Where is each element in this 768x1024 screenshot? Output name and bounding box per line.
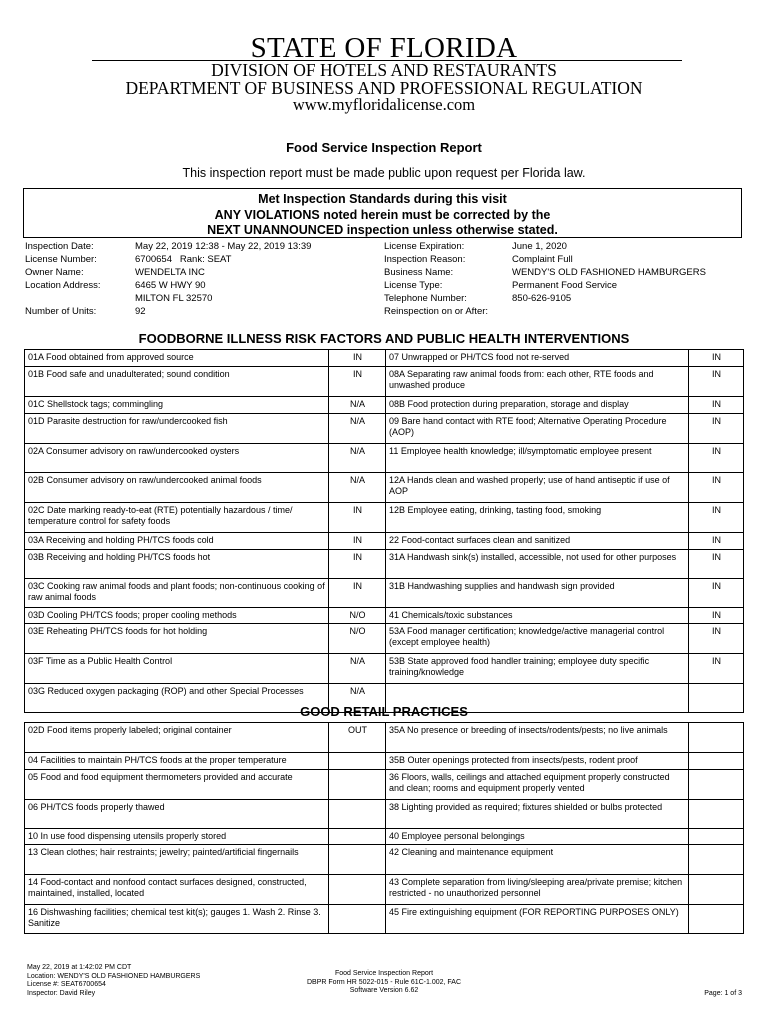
- item-status: IN: [689, 397, 744, 414]
- item-label: 31B Handwashing supplies and handwash sign provided: [386, 579, 689, 608]
- info-left-values: [135, 240, 311, 318]
- table-row: [25, 579, 744, 608]
- license-number-value: 6700654 Rank: SEAT: [135, 254, 232, 265]
- item-status: IN: [689, 579, 744, 608]
- item-label: 53B State approved food handler training; employee duty specific training/knowledge: [386, 654, 689, 684]
- table-row: [25, 800, 744, 829]
- table-row: [25, 608, 744, 624]
- table-row: [25, 444, 744, 473]
- footer-center: [284, 970, 484, 996]
- risk-factors-title: FOODBORNE ILLNESS RISK FACTORS AND PUBLIC HEALTH INTERVENTIONS: [138, 331, 630, 346]
- table-row: [25, 350, 744, 367]
- status-line-3: NEXT UNANNOUNCED inspection unless otherwise stated.: [207, 223, 558, 237]
- item-status: IN: [689, 550, 744, 579]
- item-label: 41 Chemicals/toxic substances: [386, 608, 689, 624]
- item-label: 03F Time as a Public Health Control: [25, 654, 329, 684]
- item-label: 38 Lighting provided as required; fixtures shielded or bulbs protected: [386, 800, 689, 829]
- item-status: [689, 875, 744, 905]
- item-label: 35A No presence or breeding of insects/rodents/pests; no live animals: [386, 723, 689, 753]
- item-label: 45 Fire extinguishing equipment (FOR REPORTING PURPOSES ONLY): [386, 905, 689, 934]
- item-status: N/A: [329, 473, 386, 503]
- public-notice: This inspection report must be made public upon request per Florida law.: [182, 166, 586, 180]
- item-label: 03D Cooling PH/TCS foods; proper cooling methods: [25, 608, 329, 624]
- table-row: [25, 533, 744, 550]
- location-address-label: Location Address:: [25, 280, 101, 291]
- item-status: IN: [329, 503, 386, 533]
- license-expiration-label: License Expiration:: [384, 241, 465, 252]
- item-label: 35B Outer openings protected from insects/pests, rodent proof: [386, 753, 689, 770]
- info-right-labels: [384, 240, 488, 318]
- business-name-value: WENDY'S OLD FASHIONED HAMBURGERS: [512, 267, 706, 278]
- footer-timestamp: May 22, 2019 at 1:42:02 PM CDT: [27, 964, 132, 971]
- table-row: [25, 503, 744, 533]
- item-label: 02A Consumer advisory on raw/undercooked oysters: [25, 444, 329, 473]
- item-label: 05 Food and food equipment thermometers provided and accurate: [25, 770, 329, 800]
- item-label: 07 Unwrapped or PH/TCS food not re-served: [386, 350, 689, 367]
- table-row: [25, 753, 744, 770]
- division-heading: DIVISION OF HOTELS AND RESTAURANTS: [211, 60, 557, 80]
- footer-license: License #: SEAT6700654: [27, 981, 106, 988]
- item-status: N/A: [329, 414, 386, 444]
- item-status: [689, 800, 744, 829]
- telephone-label: Telephone Number:: [384, 293, 467, 304]
- item-label: 03G Reduced oxygen packaging (ROP) and other Special Processes: [25, 684, 329, 713]
- item-label: 01D Parasite destruction for raw/undercooked fish: [25, 414, 329, 444]
- item-status: IN: [689, 654, 744, 684]
- item-status: OUT: [329, 723, 386, 753]
- table-row: [25, 829, 744, 845]
- item-status: [329, 753, 386, 770]
- retail-practices-title: GOOD RETAIL PRACTICES: [300, 704, 468, 719]
- item-status: IN: [329, 367, 386, 397]
- item-label: 12A Hands clean and washed properly; use of hand antiseptic if use of AOP: [386, 473, 689, 503]
- inspection-status-box: [23, 188, 742, 238]
- item-label: 40 Employee personal belongings: [386, 829, 689, 845]
- item-label: 43 Complete separation from living/sleeping area/private premise; kitchen restricted - no unauthorized personnel: [386, 875, 689, 905]
- license-type-label: License Type:: [384, 280, 443, 291]
- item-label: 14 Food-contact and nonfood contact surfaces designed, constructed, maintained, installed, located: [25, 875, 329, 905]
- footer-location: Location: WENDY'S OLD FASHIONED HAMBURGERS: [27, 972, 201, 980]
- department-heading: DEPARTMENT OF BUSINESS AND PROFESSIONAL REGULATION: [125, 78, 643, 98]
- item-label: 13 Clean clothes; hair restraints; jewelry; painted/artificial fingernails: [25, 845, 329, 875]
- item-label: 16 Dishwashing facilities; chemical test kit(s); gauges 1. Wash 2. Rinse 3. Sanitize: [25, 905, 329, 934]
- item-status: IN: [689, 608, 744, 624]
- item-label: 01B Food safe and unadulterated; sound condition: [25, 367, 329, 397]
- footer-left: [27, 964, 200, 998]
- item-status: IN: [689, 414, 744, 444]
- item-status: [329, 770, 386, 800]
- item-status: IN: [689, 503, 744, 533]
- item-status: [689, 829, 744, 845]
- footer-form-number: DBPR Form HR 5022-015 - Rule 61C-1.002, FAC: [306, 978, 462, 986]
- item-status: IN: [689, 367, 744, 397]
- item-status: [329, 829, 386, 845]
- item-label: 36 Floors, walls, ceilings and attached equipment properly constructed and clean; rooms and equipment properly vented: [386, 770, 689, 800]
- license-type-value: Permanent Food Service: [512, 280, 618, 291]
- state-heading: STATE OF FLORIDA: [250, 32, 518, 64]
- item-label: 42 Cleaning and maintenance equipment: [386, 845, 689, 875]
- number-of-units-value: 92: [135, 306, 146, 317]
- license-expiration-value: June 1, 2020: [512, 241, 567, 252]
- item-label: 11 Employee health knowledge; ill/symptomatic employee present: [386, 444, 689, 473]
- item-status: [329, 845, 386, 875]
- retail-practices-table: [24, 722, 744, 934]
- business-name-label: Business Name:: [384, 267, 454, 278]
- table-row: [25, 770, 744, 800]
- item-status: N/A: [329, 397, 386, 414]
- item-status: IN: [689, 473, 744, 503]
- item-status: IN: [329, 533, 386, 550]
- item-label: 02C Date marking ready-to-eat (RTE) potentially hazardous / time/ temperature control for safety foods: [25, 503, 329, 533]
- item-status: [329, 905, 386, 934]
- table-row: [25, 367, 744, 397]
- item-label: 06 PH/TCS foods properly thawed: [25, 800, 329, 829]
- inspection-reason-value: Complaint Full: [512, 254, 573, 265]
- table-row: [25, 845, 744, 875]
- item-status: [329, 875, 386, 905]
- item-status: IN: [689, 444, 744, 473]
- table-row: [25, 723, 744, 753]
- item-label: 03E Reheating PH/TCS foods for hot holding: [25, 624, 329, 654]
- item-label: 22 Food-contact surfaces clean and sanitized: [386, 533, 689, 550]
- item-label: 09 Bare hand contact with RTE food; Alternative Operating Procedure (AOP): [386, 414, 689, 444]
- item-label: 08B Food protection during preparation, storage and display: [386, 397, 689, 414]
- item-label: 03C Cooking raw animal foods and plant foods; non-continuous cooking of raw animal foods: [25, 579, 329, 608]
- item-label: 04 Facilities to maintain PH/TCS foods at the proper temperature: [25, 753, 329, 770]
- item-label: 08A Separating raw animal foods from: each other, RTE foods and unwashed produce: [386, 367, 689, 397]
- footer-form-title: Food Service Inspection Report: [334, 970, 434, 977]
- status-line-1: Met Inspection Standards during this visit: [258, 192, 507, 206]
- item-status: N/A: [329, 654, 386, 684]
- report-title: Food Service Inspection Report: [286, 140, 482, 155]
- item-status: [689, 905, 744, 934]
- license-number-label: License Number:: [25, 254, 97, 265]
- page-number: Page: 1 of 3: [704, 990, 742, 997]
- location-address-line-2: MILTON FL 32570: [135, 293, 213, 304]
- item-status: IN: [329, 579, 386, 608]
- item-status: [329, 800, 386, 829]
- item-status: IN: [329, 550, 386, 579]
- risk-factors-table: [24, 349, 744, 713]
- item-status: [689, 845, 744, 875]
- item-label: 31A Handwash sink(s) installed, accessible, not used for other purposes: [386, 550, 689, 579]
- item-label: 02D Food items properly labeled; original container: [25, 723, 329, 753]
- table-row: [25, 397, 744, 414]
- item-status: [689, 723, 744, 753]
- owner-name-label: Owner Name:: [25, 267, 84, 278]
- item-label: 03A Receiving and holding PH/TCS foods cold: [25, 533, 329, 550]
- reinspection-label: Reinspection on or After:: [384, 306, 489, 317]
- item-label: 01C Shellstock tags; commingling: [25, 397, 329, 414]
- item-label: 12B Employee eating, drinking, tasting food, smoking: [386, 503, 689, 533]
- inspection-date-label: Inspection Date:: [25, 241, 94, 252]
- footer-inspector: Inspector: David Riley: [27, 989, 96, 997]
- owner-name-value: WENDELTA INC: [135, 267, 205, 278]
- inspection-date-value: May 22, 2019 12:38 - May 22, 2019 13:39: [135, 241, 312, 252]
- table-row: [25, 654, 744, 684]
- item-label: 02B Consumer advisory on raw/undercooked animal foods: [25, 473, 329, 503]
- number-of-units-label: Number of Units:: [25, 306, 97, 317]
- location-address-line-1: 6465 W HWY 90: [135, 280, 206, 291]
- inspection-reason-label: Inspection Reason:: [384, 254, 466, 265]
- footer-software-version: Software Version 6.62: [349, 987, 419, 994]
- item-status: [689, 753, 744, 770]
- table-row: [25, 414, 744, 444]
- table-row: [25, 473, 744, 503]
- item-status: N/A: [329, 684, 386, 713]
- item-label: 10 In use food dispensing utensils properly stored: [25, 829, 329, 845]
- item-status: N/O: [329, 608, 386, 624]
- item-status: IN: [329, 350, 386, 367]
- item-label: 01A Food obtained from approved source: [25, 350, 329, 367]
- table-row: [25, 550, 744, 579]
- table-row: [25, 905, 744, 934]
- item-label: 03B Receiving and holding PH/TCS foods hot: [25, 550, 329, 579]
- table-row: [25, 875, 744, 905]
- item-status: N/O: [329, 624, 386, 654]
- item-status: IN: [689, 533, 744, 550]
- item-label: 53A Food manager certification; knowledge/active managerial control (except employee health): [386, 624, 689, 654]
- table-row: [25, 624, 744, 654]
- item-status: IN: [689, 624, 744, 654]
- info-left-labels: [25, 240, 101, 318]
- item-status: [689, 770, 744, 800]
- item-status: IN: [689, 350, 744, 367]
- info-right-values: [512, 240, 706, 305]
- item-status: N/A: [329, 444, 386, 473]
- website-link[interactable]: www.myfloridalicense.com: [292, 95, 476, 114]
- telephone-value: 850-626-9105: [512, 293, 572, 304]
- status-line-2: ANY VIOLATIONS noted herein must be corrected by the: [214, 207, 551, 222]
